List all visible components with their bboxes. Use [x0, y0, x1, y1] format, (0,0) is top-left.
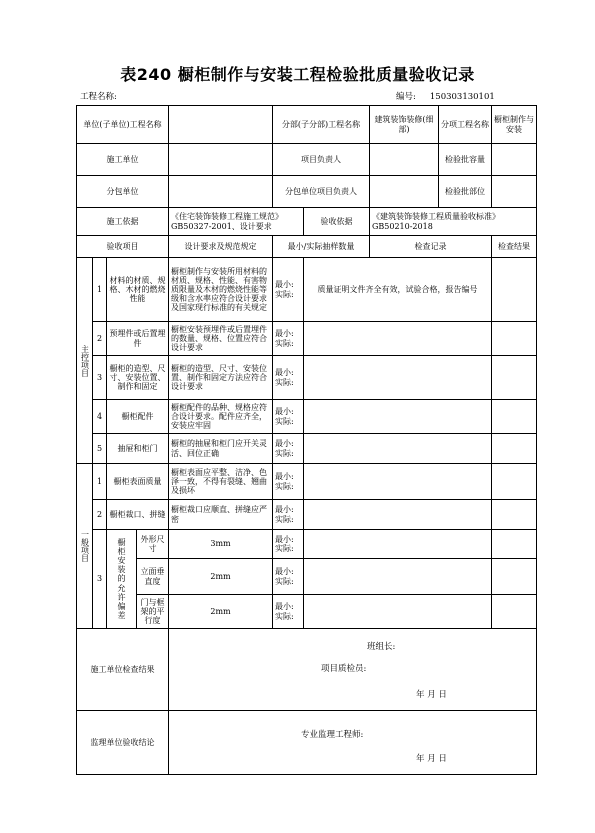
general-item-requirement: 橱柜裁口应顺直、拼缝应严密 [169, 500, 273, 530]
tolerance-row [77, 595, 537, 629]
main-item-requirement: 橱柜安装预埋件或后置埋件的数量、规格、位置应符合设计要求 [169, 322, 273, 356]
col-header-record: 检查记录 [370, 236, 492, 258]
construction-check-label: 施工单位检查结果 [77, 629, 169, 711]
item-name-label: 分项工程名称 [439, 106, 492, 144]
main-item-result[interactable] [492, 400, 537, 434]
main-item-name: 橱柜的造型、尺寸、安装位置、制作和固定 [107, 356, 169, 400]
main-item-result[interactable] [492, 258, 537, 322]
sample-cell[interactable]: 最小: 实际: [273, 322, 304, 356]
col-header-result: 检查结果 [492, 236, 537, 258]
main-item-row [77, 356, 537, 400]
general-items-label: 一般项目 [77, 464, 93, 629]
general-item-result[interactable] [492, 500, 537, 530]
main-item-result[interactable] [492, 434, 537, 464]
serial-label: 编号: [396, 92, 416, 102]
capacity-value[interactable] [492, 144, 537, 176]
main-item-requirement: 橱柜的抽屉和柜门应开关灵活、回位正确 [169, 434, 273, 464]
builder-value[interactable] [169, 144, 273, 176]
main-item-no: 2 [93, 322, 107, 356]
main-item-row [77, 322, 537, 356]
general-item-no: 1 [93, 464, 107, 500]
main-item-result[interactable] [492, 356, 537, 400]
tolerance-value: 2mm [169, 559, 273, 595]
sample-cell[interactable]: 最小: 实际: [273, 258, 304, 322]
general-item-name: 橱柜裁口、拼缝 [107, 500, 169, 530]
tolerance-result[interactable] [492, 595, 537, 629]
main-item-requirement: 橱柜的造型、尺寸、安装位置、制作和固定方法应符合设计要求 [169, 356, 273, 400]
main-item-record[interactable] [304, 356, 492, 400]
main-item-name: 抽屉和柜门 [107, 434, 169, 464]
tolerance-row [77, 530, 537, 559]
main-item-record[interactable] [304, 434, 492, 464]
sub-division-label: 分部(子分部)工程名称 [273, 106, 370, 144]
main-item-no: 1 [93, 258, 107, 322]
tolerance-result[interactable] [492, 530, 537, 559]
main-items-label: 主控项目 [77, 258, 93, 464]
acceptance-basis-label: 验收依据 [304, 208, 370, 236]
tolerance-result[interactable] [492, 559, 537, 595]
tolerance-value: 2mm [169, 595, 273, 629]
project-manager-value[interactable] [370, 144, 439, 176]
document-title: 表240 橱柜制作与安装工程检验批质量验收记录 [120, 65, 475, 84]
unit-name-value[interactable] [169, 106, 273, 144]
project-name-label: 工程名称: [80, 92, 117, 102]
general-item-no: 2 [93, 500, 107, 530]
builder-label: 施工单位 [77, 144, 169, 176]
tolerance-item-name: 门与框架的平行度 [137, 595, 169, 629]
sample-cell[interactable]: 最小: 实际: [273, 356, 304, 400]
sample-cell[interactable]: 最小: 实际: [273, 500, 304, 530]
quality-inspector-label: 项目质检员: [321, 664, 367, 674]
capacity-label: 检验批容量 [439, 144, 492, 176]
main-item-no: 3 [93, 356, 107, 400]
main-item-name: 材料的材质、规格、木材的燃烧性能 [107, 258, 169, 322]
construction-check-area[interactable] [169, 629, 537, 711]
project-manager-label: 项目负责人 [273, 144, 370, 176]
general-item-record[interactable] [304, 500, 492, 530]
subcontractor-value[interactable] [169, 176, 273, 208]
general-item-result[interactable] [492, 464, 537, 500]
tolerance-record[interactable] [304, 530, 492, 559]
serial-value: 150303130101 [429, 92, 495, 102]
unit-name-label: 单位(子单位)工程名称 [77, 106, 169, 144]
main-item-requirement: 橱柜配件的品种、规格应符合设计要求。配件应齐全，安装应牢固 [169, 400, 273, 434]
tolerance-item-name: 外形尺寸 [137, 530, 169, 559]
item-name-value: 橱柜制作与安装 [492, 106, 537, 144]
sub-project-manager-value[interactable] [370, 176, 439, 208]
sample-cell[interactable]: 最小: 实际: [273, 530, 304, 559]
main-item-requirement: 橱柜制作与安装所用材料的材质、规格、性能、有害物质限量及木材的燃烧性能等级和含水率应符合设计要求及国家现行标准的有关规定 [169, 258, 273, 322]
tolerance-group-label: 橱柜安装的允许偏差 [107, 530, 137, 629]
construction-check-row [77, 629, 537, 711]
tolerance-value: 3mm [169, 530, 273, 559]
main-item-name: 橱柜配件 [107, 400, 169, 434]
main-item-no: 5 [93, 434, 107, 464]
col-header-item: 验收项目 [77, 236, 169, 258]
subcontractor-label: 分包单位 [77, 176, 169, 208]
general-item-name: 橱柜表面质量 [107, 464, 169, 500]
col-header-sample: 最小/实际抽样数量 [273, 236, 370, 258]
main-item-row [77, 258, 537, 322]
main-item-no: 4 [93, 400, 107, 434]
general-item-record[interactable] [304, 464, 492, 500]
general-item-row [77, 500, 537, 530]
supervision-label: 监理单位验收结论 [77, 711, 169, 775]
main-item-record[interactable]: 质量证明文件齐全有效，试验合格，报告编号 [304, 258, 492, 322]
batch-part-label: 检验批部位 [439, 176, 492, 208]
sample-cell[interactable]: 最小: 实际: [273, 559, 304, 595]
main-item-record[interactable] [304, 322, 492, 356]
main-item-name: 预埋件或后置埋件 [107, 322, 169, 356]
team-leader-label: 班组长: [367, 642, 396, 652]
main-item-record[interactable] [304, 400, 492, 434]
general-item-no: 3 [93, 530, 107, 629]
general-item-requirement: 橱柜表面应平整、洁净、色泽一致，不得有裂缝、翘曲及损坏 [169, 464, 273, 500]
tolerance-record[interactable] [304, 595, 492, 629]
supervision-area[interactable] [169, 711, 537, 775]
acceptance-basis-value: 《建筑装饰装修工程质量验收标准》GB50210-2018 [370, 208, 537, 236]
general-item-row [77, 464, 537, 500]
supervision-row [77, 711, 537, 775]
col-header-requirement: 设计要求及规范规定 [169, 236, 273, 258]
main-item-row [77, 434, 537, 464]
tolerance-row [77, 559, 537, 595]
construction-basis-label: 施工依据 [77, 208, 169, 236]
sample-cell[interactable]: 最小: 实际: [273, 464, 304, 500]
tolerance-record[interactable] [304, 559, 492, 595]
supervision-date: 年 月 日 [416, 754, 447, 764]
main-item-row [77, 400, 537, 434]
sub-project-manager-label: 分包单位项目负责人 [273, 176, 370, 208]
batch-part-value[interactable] [492, 176, 537, 208]
sample-cell[interactable]: 最小: 实际: [273, 595, 304, 629]
construction-basis-value: 《住宅装饰装修工程施工规范》GB50327-2001、设计要求 [169, 208, 304, 236]
sample-cell[interactable]: 最小: 实际: [273, 434, 304, 464]
supervision-engineer-label: 专业监理工程师: [301, 730, 364, 740]
main-item-result[interactable] [492, 322, 537, 356]
tolerance-item-name: 立面垂直度 [137, 559, 169, 595]
sub-division-value: 建筑装饰装修(细部) [370, 106, 439, 144]
inspection-form-table [76, 105, 537, 775]
serial-number [396, 90, 495, 102]
construction-date: 年 月 日 [416, 690, 447, 700]
sample-cell[interactable]: 最小: 实际: [273, 400, 304, 434]
